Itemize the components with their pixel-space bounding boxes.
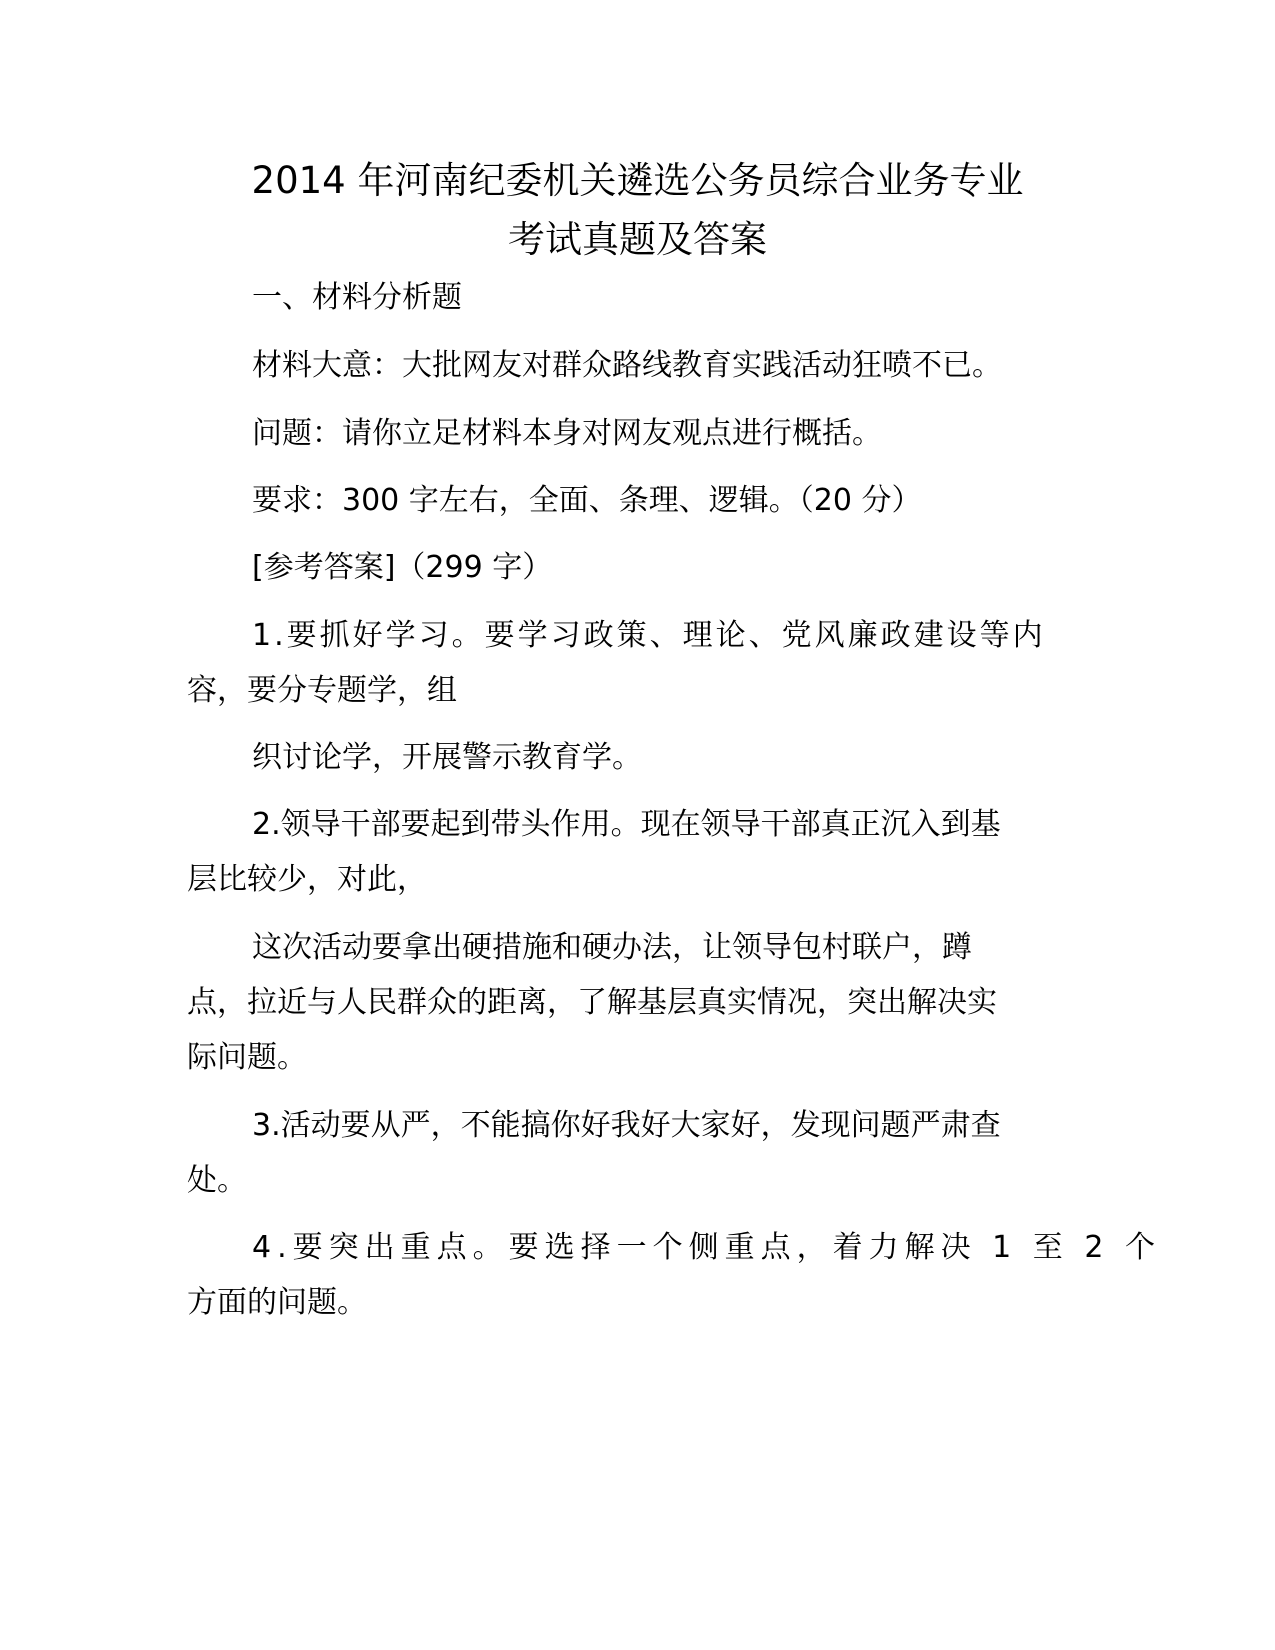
question-text: 问题：请你立足材料本身对网友观点进行概括。: [252, 416, 882, 451]
answer-point-3-line-1: 3.活动要从严，不能搞你好我好大家好，发现问题严肃查: [252, 1108, 1001, 1143]
document-title-line-1: 2014 年河南纪委机关遴选公务员综合业务专业: [251, 159, 1024, 202]
answer-point-4-line-1: 4.要突出重点。要选择一个侧重点，着力解决 1 至 2 个: [252, 1230, 1161, 1265]
answer-point-2-line-4: 点，拉近与人民群众的距离，了解基层真实情况，突出解决实: [187, 985, 997, 1020]
answer-point-4-line-2: 方面的问题。: [187, 1285, 367, 1320]
material-summary: 材料大意：大批网友对群众路线教育实践活动狂喷不已。: [252, 348, 1002, 383]
answer-point-2-line-5: 际问题。: [187, 1040, 307, 1075]
answer-point-2-line-3: 这次活动要拿出硬措施和硬办法，让领导包村联户，蹲: [252, 930, 972, 965]
answer-point-2-line-1: 2.领导干部要起到带头作用。现在领导干部真正沉入到基: [252, 807, 1001, 842]
answer-point-1-line-2: 容，要分专题学，组: [187, 673, 457, 708]
answer-point-3-line-2: 处。: [187, 1163, 247, 1198]
answer-point-1-line-3: 织讨论学，开展警示教育学。: [252, 740, 642, 775]
section-heading: 一、材料分析题: [252, 280, 462, 315]
answer-header: [参考答案]（299 字）: [252, 550, 553, 585]
answer-point-1-line-1: 1.要抓好学习。要学习政策、理论、党风廉政建设等内: [252, 618, 1046, 653]
requirement-text: 要求：300 字左右，全面、条理、逻辑。（20 分）: [252, 483, 922, 518]
document-title-line-2: 考试真题及答案: [508, 218, 767, 261]
answer-point-2-line-2: 层比较少，对此，: [187, 862, 427, 897]
